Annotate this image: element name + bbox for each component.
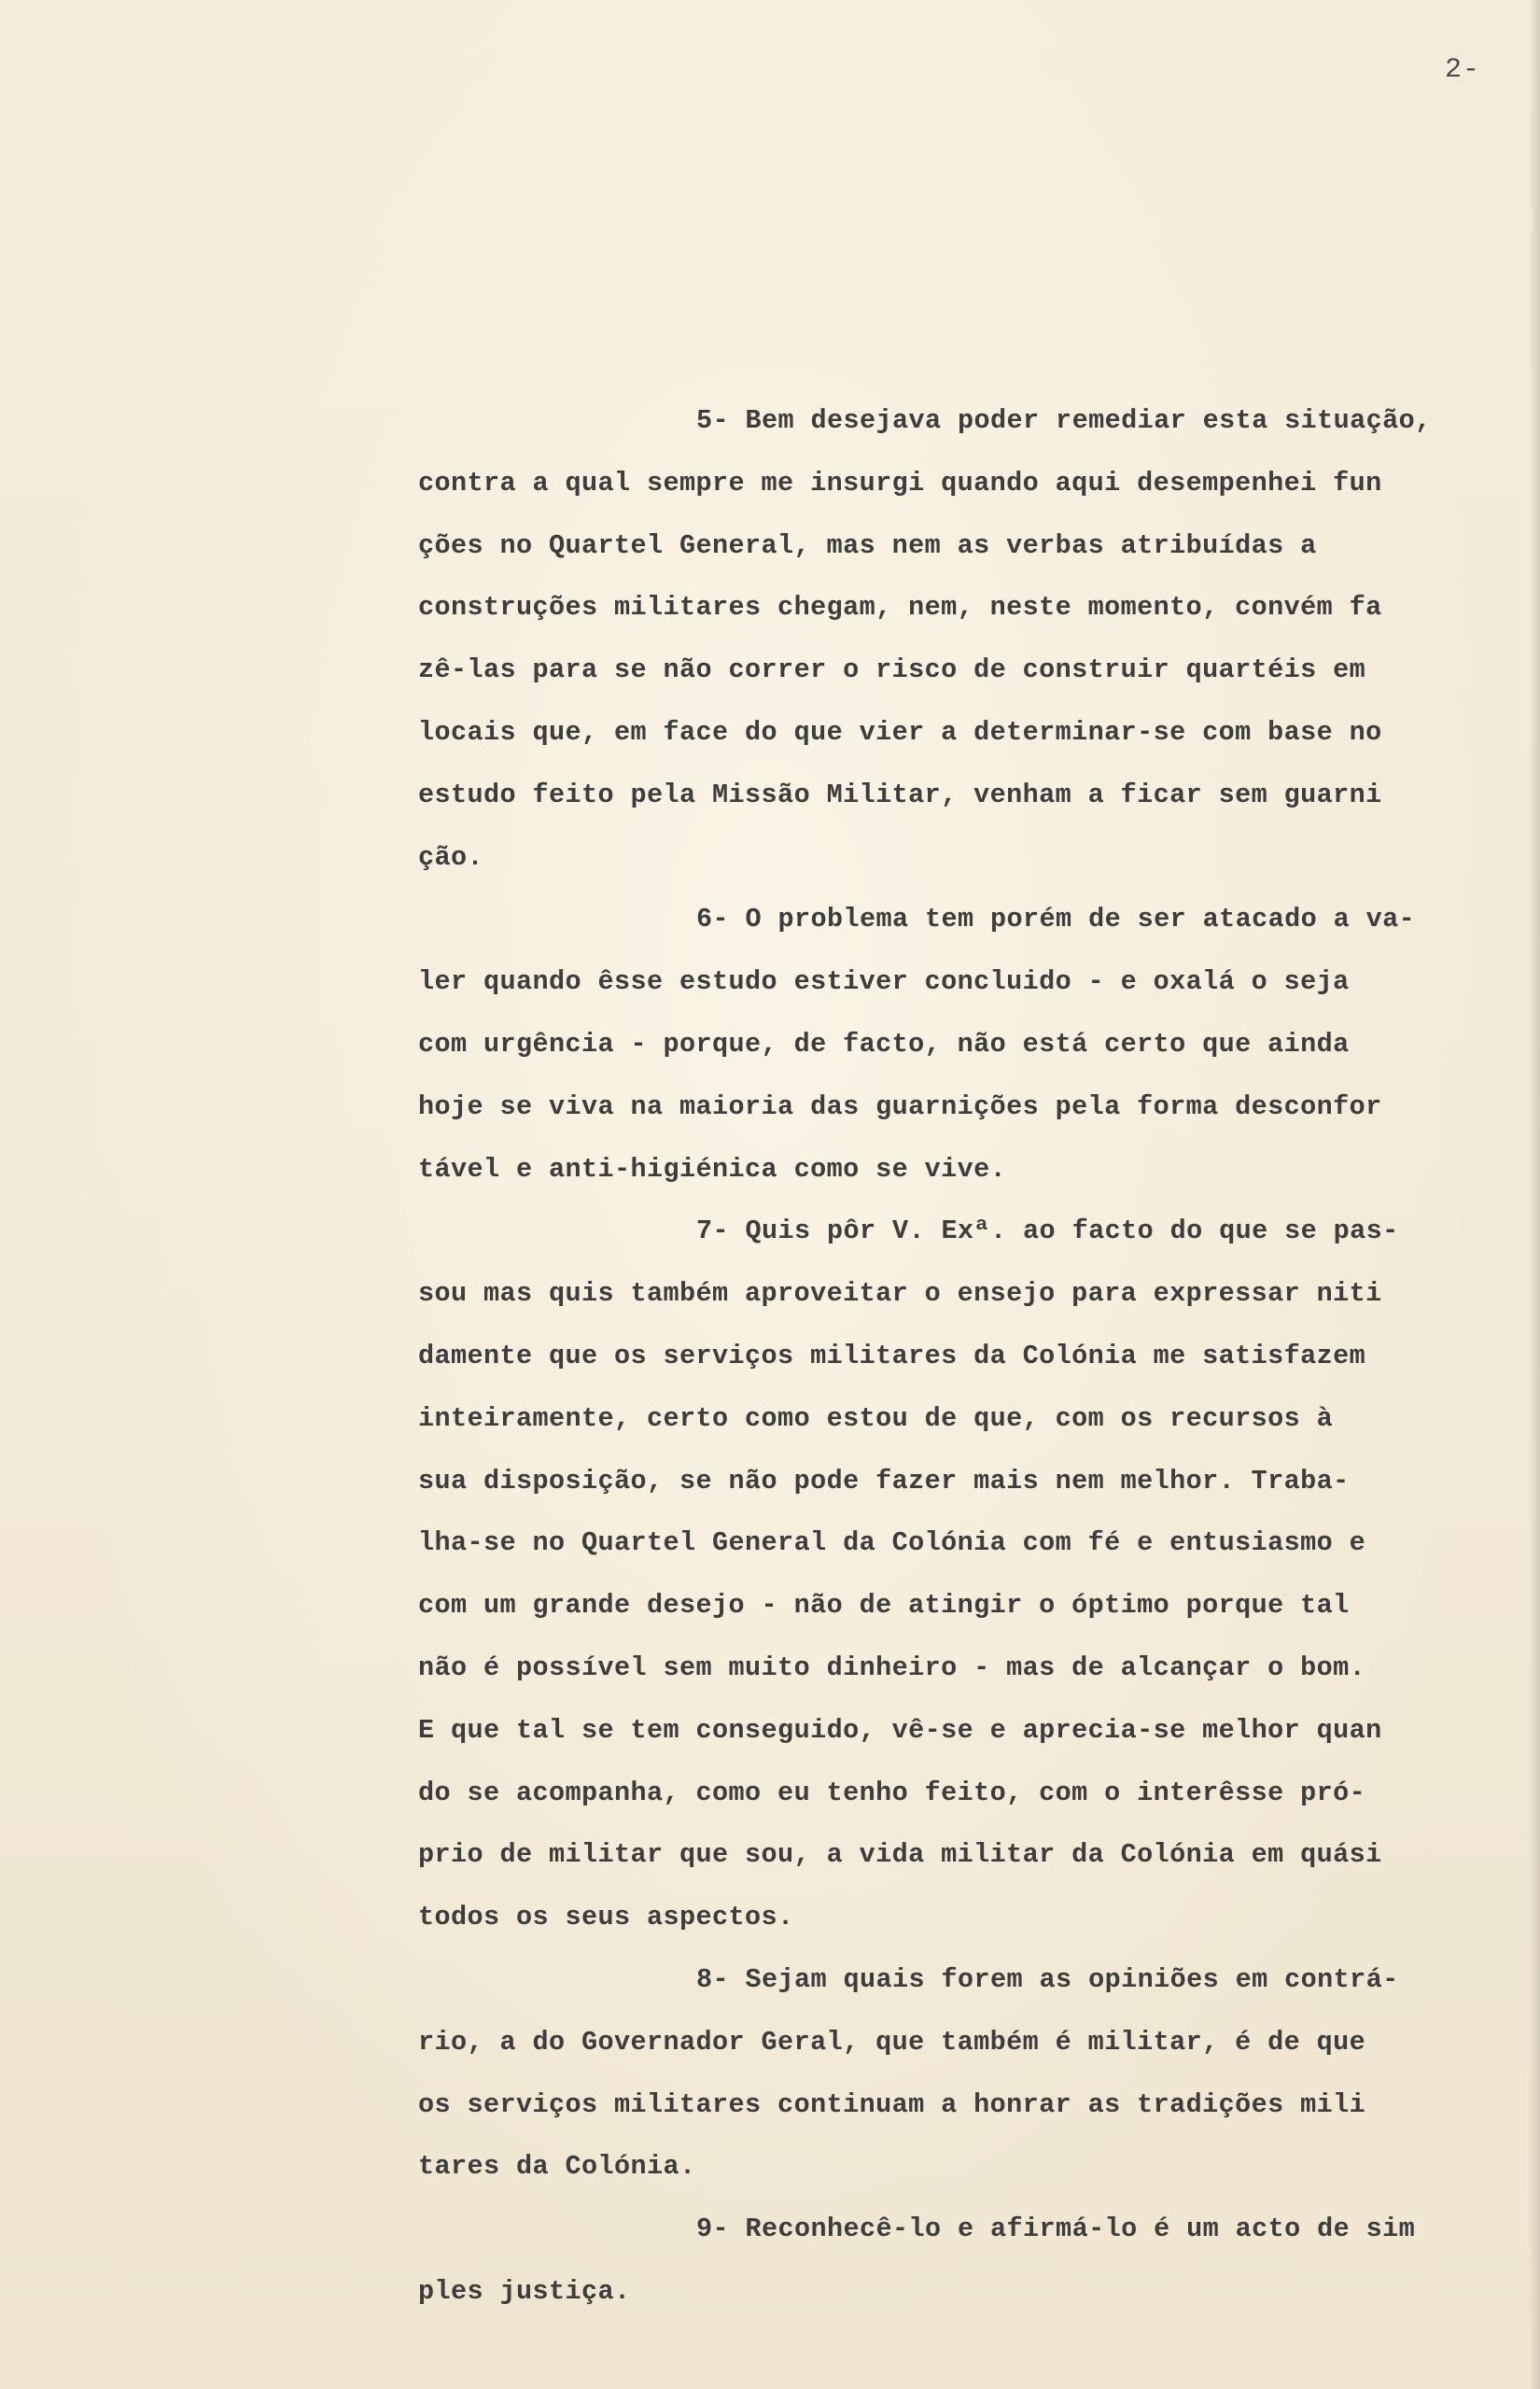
- text-line: ções no Quartel General, mas nem as verbas atribuídas a: [418, 529, 1317, 561]
- text-line: sou mas quis também aproveitar o ensejo para expressar niti: [418, 1278, 1382, 1310]
- text-line: tável e anti-higiénica como se vive.: [418, 1153, 1007, 1185]
- text-line: construções militares chegam, nem, neste momento, convém fa: [418, 592, 1382, 624]
- text-line: 8- Sejam quais forem as opiniões em contrá-: [696, 1963, 1399, 1995]
- text-line: do se acompanha, como eu tenho feito, com o interêsse pró-: [418, 1777, 1366, 1808]
- text-line: todos os seus aspectos.: [418, 1902, 794, 1933]
- text-line: ção.: [418, 841, 484, 873]
- text-line: hoje se viva na maioria das guarnições pela forma desconfor: [418, 1090, 1382, 1122]
- text-line: estudo feito pela Missão Militar, venham a ficar sem guarni: [418, 779, 1382, 810]
- text-line: inteiramente, certo como estou de que, com os recursos à: [418, 1402, 1334, 1434]
- text-line: locais que, em face do que vier a determinar-se com base no: [418, 716, 1382, 748]
- page-edge-shadow: [1529, 0, 1540, 2389]
- text-line: com um grande desejo - não de atingir o óptimo porque tal: [418, 1590, 1350, 1622]
- text-line: 6- O problema tem porém de ser atacado a va-: [696, 904, 1416, 935]
- page-number: 2-: [1445, 54, 1481, 86]
- text-line: os serviços militares continuam a honrar as tradições mili: [418, 2088, 1366, 2120]
- text-line: ler quando êsse estudo estiver concluido - e oxalá o seja: [418, 966, 1350, 998]
- text-line: E que tal se tem conseguido, vê-se e aprecia-se melhor quan: [418, 1714, 1382, 1746]
- text-line: tares da Colónia.: [418, 2151, 696, 2183]
- text-line: 5- Bem desejava poder remediar esta situação,: [696, 405, 1432, 436]
- text-line: sua disposição, se não pode fazer mais nem melhor. Traba-: [418, 1465, 1350, 1497]
- text-line: damente que os serviços militares da Colónia me satisfazem: [418, 1340, 1366, 1371]
- text-line: com urgência - porque, de facto, não está certo que ainda: [418, 1028, 1350, 1060]
- text-line: contra a qual sempre me insurgi quando aqui desempenhei fun: [418, 467, 1382, 499]
- text-line: zê-las para se não correr o risco de construir quartéis em: [418, 654, 1366, 686]
- paragraph-8: [418, 1949, 1521, 2199]
- text-line: prio de militar que sou, a vida militar da Colónia em quási: [418, 1839, 1382, 1871]
- text-line: 9- Reconhecê-lo e afirmá-lo é um acto de sim: [696, 2213, 1416, 2245]
- paragraph-5: [418, 390, 1521, 889]
- text-line: ples justiça.: [418, 2275, 631, 2307]
- document-body: [418, 390, 1521, 2324]
- text-line: 7- Quis pôr V. Exª. ao facto do que se pas-: [696, 1216, 1399, 1247]
- paragraph-9: [418, 2199, 1521, 2324]
- paragraph-6: [418, 889, 1521, 1201]
- text-line: rio, a do Governador Geral, que também é militar, é de que: [418, 2026, 1366, 2058]
- text-line: lha-se no Quartel General da Colónia com fé e entusiasmo e: [418, 1527, 1366, 1559]
- text-line: não é possível sem muito dinheiro - mas de alcançar o bom.: [418, 1651, 1366, 1683]
- paragraph-7: [418, 1201, 1521, 1949]
